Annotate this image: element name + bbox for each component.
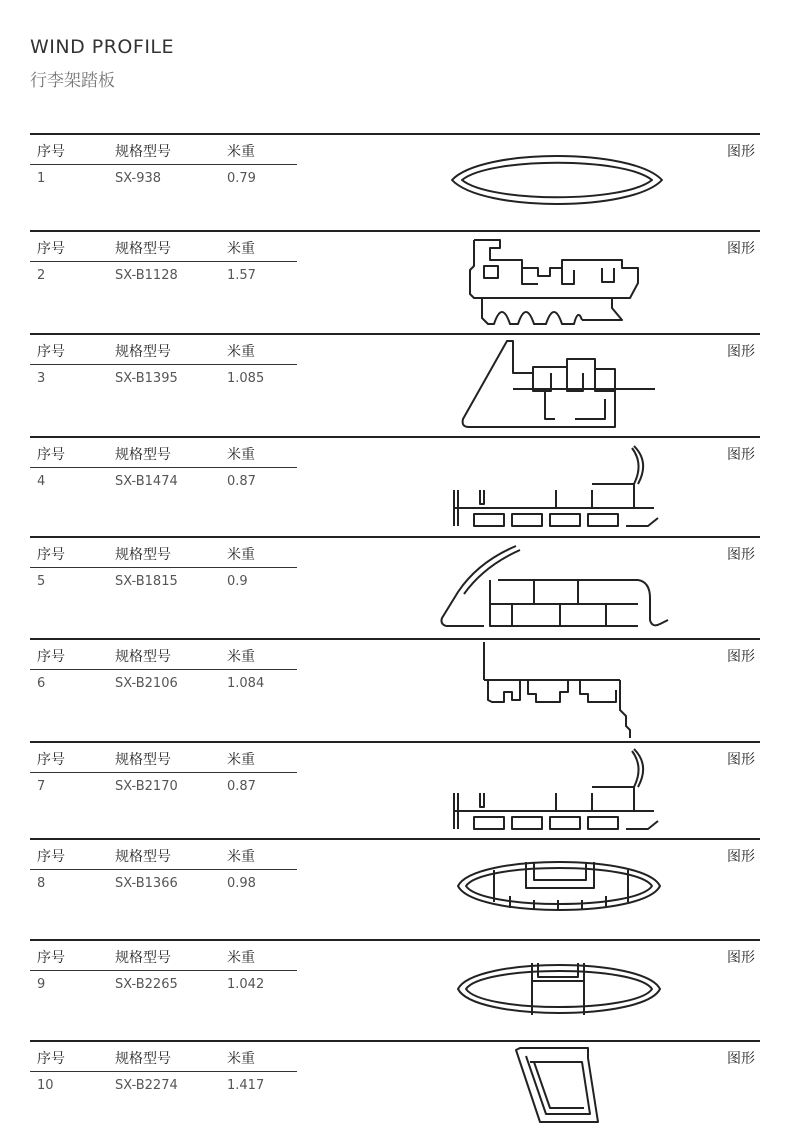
header-underline: [30, 364, 297, 365]
figure-header: 图形: [727, 241, 755, 257]
page-title: WIND PROFILE: [30, 36, 175, 58]
model-header: 规格型号: [115, 344, 171, 360]
table-row: [30, 230, 760, 333]
header-underline: [30, 1071, 297, 1072]
table-row: [30, 1040, 760, 1126]
row-weight: 1.417: [227, 1078, 265, 1093]
row-divider: [30, 333, 760, 335]
table-row: [30, 939, 760, 1040]
weight-header: 米重: [227, 752, 255, 768]
row-index: 5: [37, 574, 46, 589]
wedge-step-profile-icon: [455, 339, 660, 431]
index-header: 序号: [37, 849, 65, 865]
index-header: 序号: [37, 950, 65, 966]
flat-chamber-profile-icon: [444, 747, 664, 835]
row-weight: 0.79: [227, 171, 256, 186]
index-header: 序号: [37, 649, 65, 665]
index-header: 序号: [37, 547, 65, 563]
row-weight: 0.9: [227, 574, 248, 589]
row-index: 4: [37, 474, 46, 489]
weight-header: 米重: [227, 447, 255, 463]
model-header: 规格型号: [115, 241, 171, 257]
index-header: 序号: [37, 752, 65, 768]
row-divider: [30, 230, 760, 232]
model-header: 规格型号: [115, 849, 171, 865]
figure-header: 图形: [727, 950, 755, 966]
table-row: [30, 333, 760, 436]
row-weight: 0.87: [227, 779, 256, 794]
row-weight: 0.98: [227, 876, 256, 891]
row-divider: [30, 939, 760, 941]
row-weight: 0.87: [227, 474, 256, 489]
index-header: 序号: [37, 144, 65, 160]
header-underline: [30, 772, 297, 773]
angled-frame-profile-icon: [510, 1044, 610, 1124]
rail-clip-profile-icon: [480, 640, 640, 740]
row-model: SX-B2274: [115, 1078, 178, 1093]
figure-header: 图形: [727, 649, 755, 665]
model-header: 规格型号: [115, 649, 171, 665]
index-header: 序号: [37, 241, 65, 257]
row-index: 9: [37, 977, 46, 992]
row-model: SX-B1366: [115, 876, 178, 891]
row-index: 10: [37, 1078, 54, 1093]
model-header: 规格型号: [115, 1051, 171, 1067]
header-underline: [30, 261, 297, 262]
model-header: 规格型号: [115, 144, 171, 160]
figure-header: 图形: [727, 849, 755, 865]
row-model: SX-B1474: [115, 474, 178, 489]
header-underline: [30, 164, 297, 165]
row-index: 2: [37, 268, 46, 283]
table-row: [30, 536, 760, 638]
row-index: 6: [37, 676, 46, 691]
weight-header: 米重: [227, 1051, 255, 1067]
header-underline: [30, 467, 297, 468]
weight-header: 米重: [227, 649, 255, 665]
row-weight: 1.084: [227, 676, 265, 691]
page-subtitle: 行李架踏板: [30, 71, 115, 91]
figure-header: 图形: [727, 547, 755, 563]
flat-chamber-profile-icon: [444, 444, 664, 532]
row-model: SX-B2106: [115, 676, 178, 691]
model-header: 规格型号: [115, 447, 171, 463]
row-index: 7: [37, 779, 46, 794]
step-board-profile-icon: [462, 238, 647, 330]
row-divider: [30, 638, 760, 640]
row-divider: [30, 741, 760, 743]
model-header: 规格型号: [115, 547, 171, 563]
header-underline: [30, 970, 297, 971]
weight-header: 米重: [227, 144, 255, 160]
figure-header: 图形: [727, 1051, 755, 1067]
row-index: 8: [37, 876, 46, 891]
header-underline: [30, 669, 297, 670]
index-header: 序号: [37, 344, 65, 360]
row-divider: [30, 1040, 760, 1042]
figure-header: 图形: [727, 752, 755, 768]
row-model: SX-B1395: [115, 371, 178, 386]
table-row: [30, 436, 760, 536]
table-row: [30, 638, 760, 741]
header-underline: [30, 567, 297, 568]
table-row: [30, 741, 760, 838]
figure-header: 图形: [727, 447, 755, 463]
table-row: [30, 133, 760, 230]
figure-header: 图形: [727, 144, 755, 160]
weight-header: 米重: [227, 849, 255, 865]
row-weight: 1.085: [227, 371, 265, 386]
row-index: 3: [37, 371, 46, 386]
weight-header: 米重: [227, 547, 255, 563]
curved-chamber-profile-icon: [438, 542, 668, 634]
table-row: [30, 838, 760, 939]
weight-header: 米重: [227, 344, 255, 360]
figure-header: 图形: [727, 344, 755, 360]
row-model: SX-B2265: [115, 977, 178, 992]
row-model: SX-B2170: [115, 779, 178, 794]
row-model: SX-938: [115, 171, 162, 186]
row-weight: 1.57: [227, 268, 256, 283]
row-divider: [30, 133, 760, 135]
oval-channel-profile-icon: [454, 848, 664, 924]
model-header: 规格型号: [115, 950, 171, 966]
header-underline: [30, 869, 297, 870]
row-divider: [30, 838, 760, 840]
index-header: 序号: [37, 447, 65, 463]
index-header: 序号: [37, 1051, 65, 1067]
row-divider: [30, 536, 760, 538]
model-header: 规格型号: [115, 752, 171, 768]
weight-header: 米重: [227, 950, 255, 966]
row-weight: 1.042: [227, 977, 265, 992]
row-index: 1: [37, 171, 46, 186]
oval-tube-profile-icon: [442, 145, 672, 215]
row-model: SX-B1128: [115, 268, 178, 283]
weight-header: 米重: [227, 241, 255, 257]
oval-divided-profile-icon: [454, 951, 664, 1027]
row-model: SX-B1815: [115, 574, 178, 589]
row-divider: [30, 436, 760, 438]
